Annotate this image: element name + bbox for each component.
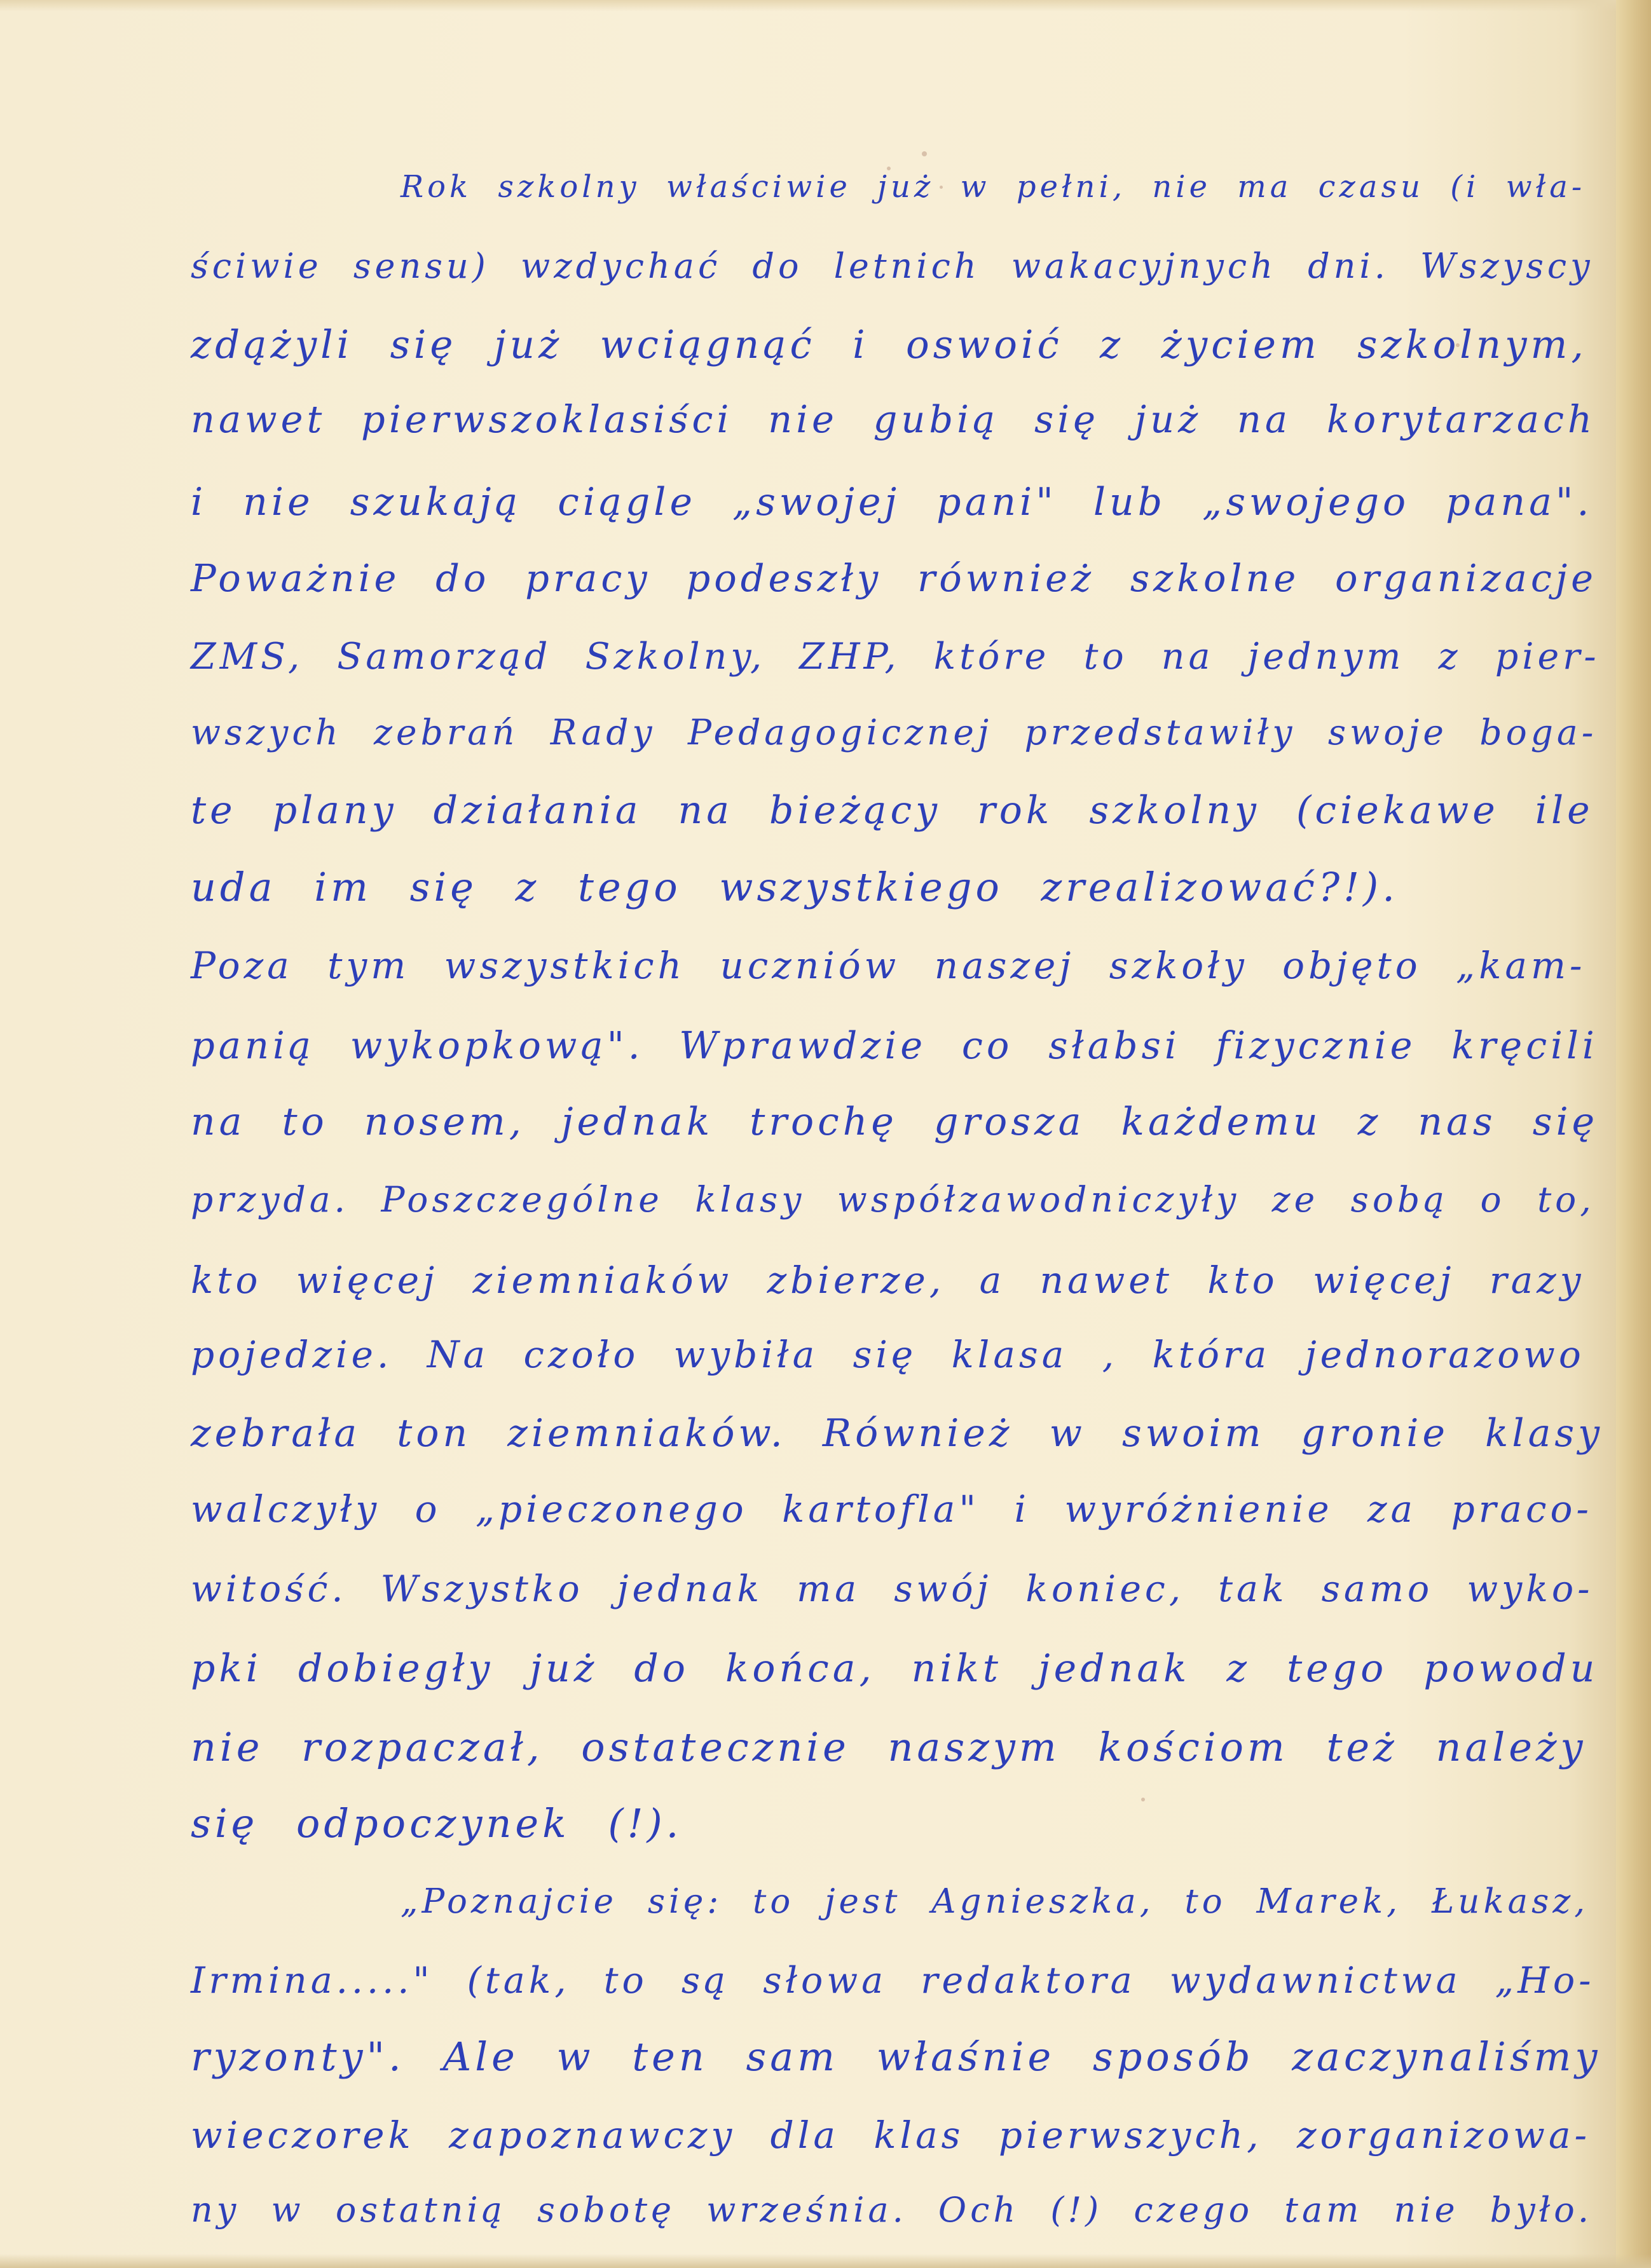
text-line: Poważnie do pracy podeszły również szkolne organizacje [191, 556, 1598, 600]
text-line: zdążyli się już wciągnąć i oswoić z życiem szkolnym, [191, 322, 1587, 367]
text-line: pki dobiegły już do końca, nikt jednak z tego powodu [191, 1646, 1599, 1691]
ink-spot [1141, 1798, 1145, 1801]
paper-right-edge [1616, 0, 1651, 2268]
paper-top-edge [0, 0, 1651, 11]
text-line: ny w ostatnią sobotę września. Och (!) czego tam nie było. [191, 2190, 1593, 2230]
text-line: pojedzie. Na czoło wybiła się klasa , która jednorazowo [191, 1333, 1585, 1376]
text-line: walczyły o „pieczonego kartofla" i wyróżnienie za praco- [191, 1487, 1593, 1531]
text-line: i nie szukają ciągle „swojej pani" lub „swojego pana". [191, 480, 1593, 524]
text-line: przyda. Poszczególne klasy współzawodniczyły ze sobą o to, [191, 1179, 1595, 1220]
text-line: te plany działania na bieżący rok szkolny (ciekawe ile [191, 788, 1594, 833]
text-line: Rok szkolny właściwie już w pełni, nie ma czasu (i wła- [401, 169, 1586, 205]
paper-bottom-edge [0, 2254, 1651, 2268]
text-line: ryzonty". Ale w ten sam właśnie sposób zaczynaliśmy [191, 2033, 1601, 2080]
text-line: się odpoczynek (!). [191, 1800, 683, 1847]
text-line: nie rozpaczał, ostatecznie naszym kościom też należy [191, 1724, 1587, 1770]
text-line: wieczorek zapoznawczy dla klas pierwszych, zorganizowa- [191, 2114, 1591, 2157]
text-line: uda im się z tego wszystkiego zrealizować?!). [191, 864, 1399, 910]
text-line: „Poznajcie się: to jest Agnieszka, to Marek, Łukasz, [401, 1882, 1589, 1921]
text-line: Poza tym wszystkich uczniów naszej szkoły objęto „kam- [191, 944, 1586, 987]
text-line: na to nosem, jednak trochę grosza każdemu z nas się [191, 1100, 1599, 1144]
text-line: witość. Wszystko jednak ma swój koniec, tak samo wyko- [191, 1568, 1594, 1610]
text-line: ZMS, Samorząd Szkolny, ZHP, które to na jednym z pier- [191, 636, 1600, 678]
text-line: ściwie sensu) wzdychać do letnich wakacyjnych dni. Wszyscy [191, 246, 1594, 286]
text-line: zebrała ton ziemniaków. Również w swoim gronie klasy [191, 1411, 1604, 1456]
text-line: kto więcej ziemniaków zbierze, a nawet kto więcej razy [191, 1259, 1585, 1302]
text-line: Irmina....." (tak, to są słowa redaktora wydawnictwa „Ho- [191, 1960, 1595, 2002]
text-line: panią wykopkową". Wprawdzie co słabsi fizycznie kręcili [191, 1023, 1598, 1067]
text-line: wszych zebrań Rady Pedagogicznej przedstawiły swoje boga- [191, 712, 1598, 753]
text-line: nawet pierwszoklasiści nie gubią się już na korytarzach [191, 397, 1596, 441]
ink-spot [922, 151, 927, 156]
